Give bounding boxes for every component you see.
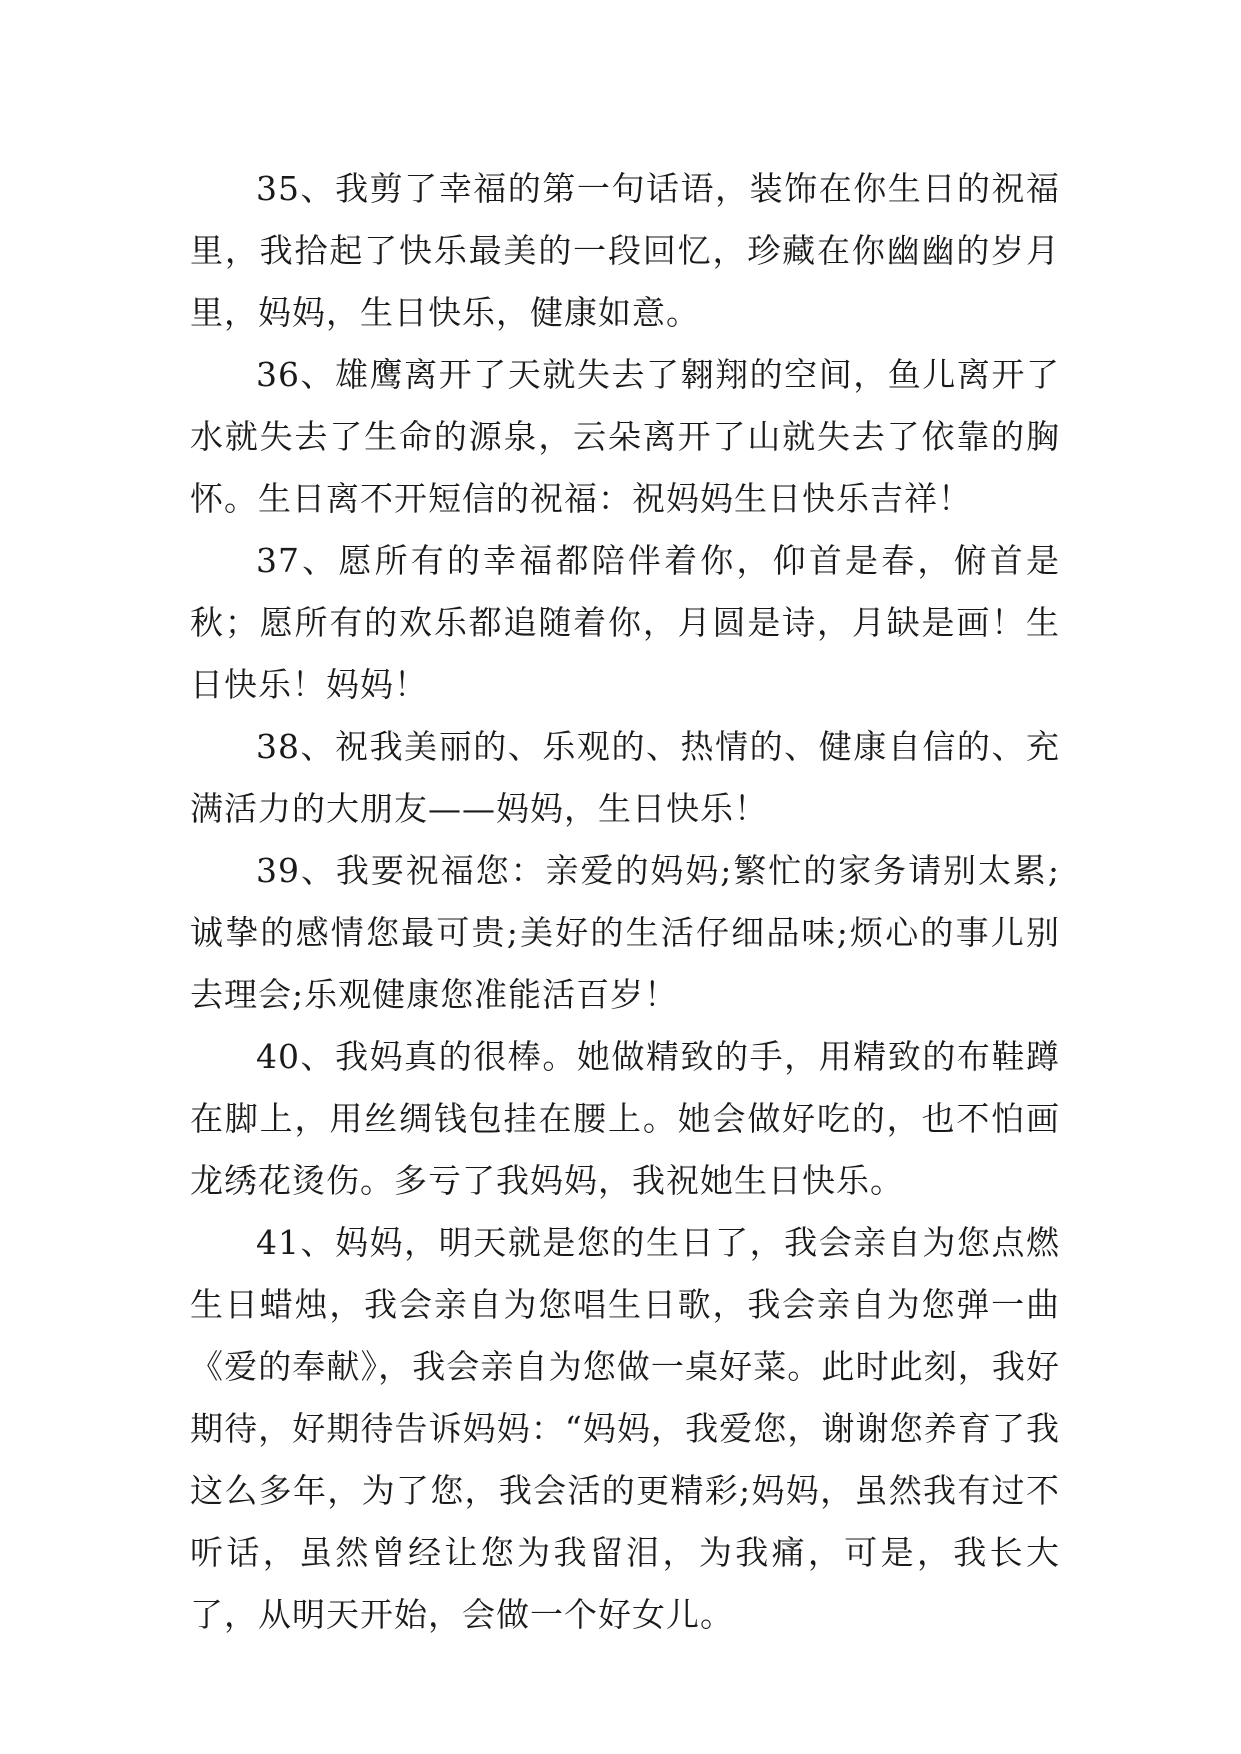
paragraph-41: 41、妈妈，明天就是您的生日了，我会亲自为您点燃生日蜡烛，我会亲自为您唱生日歌，我会亲自为您弹一曲《爱的奉献》，我会亲自为您做一桌好菜。此时此刻，我好期待，好期待告诉妈妈：“妈妈，我爱您，谢谢您养育了我这么多年，为了您，我会活的更精彩;妈妈，虽然我有过不听话，虽然曾经让您为我留泪，为我痛，可是，我长大了，从明天开始，会做一个好女儿。 [190, 1223, 1060, 1634]
paragraph-37: 37、愿所有的幸福都陪伴着你，仰首是春，俯首是秋；愿所有的欢乐都追随着你，月圆是诗，月缺是画！生日快乐！妈妈！ [190, 541, 1060, 704]
paragraph-35: 35、我剪了幸福的第一句话语，装饰在你生日的祝福里，我拾起了快乐最美的一段回忆，珍藏在你幽幽的岁月里，妈妈，生日快乐，健康如意。 [190, 169, 1060, 332]
paragraph-36: 36、雄鹰离开了天就失去了翱翔的空间，鱼儿离开了水就失去了生命的源泉，云朵离开了山就失去了依靠的胸怀。生日离不开短信的祝福：祝妈妈生日快乐吉祥！ [190, 355, 1060, 518]
paragraph-38: 38、祝我美丽的、乐观的、热情的、健康自信的、充满活力的大朋友——妈妈，生日快乐！ [190, 727, 1060, 828]
paragraph-39: 39、我要祝福您：亲爱的妈妈;繁忙的家务请别太累;诚挚的感情您最可贵;美好的生活仔细品味;烦心的事儿别去理会;乐观健康您准能活百岁！ [190, 851, 1060, 1014]
paragraph-40: 40、我妈真的很棒。她做精致的手，用精致的布鞋蹲在脚上，用丝绸钱包挂在腰上。她会做好吃的，也不怕画龙绣花烫伤。多亏了我妈妈，我祝她生日快乐。 [190, 1037, 1060, 1200]
document-body [190, 158, 1060, 1646]
